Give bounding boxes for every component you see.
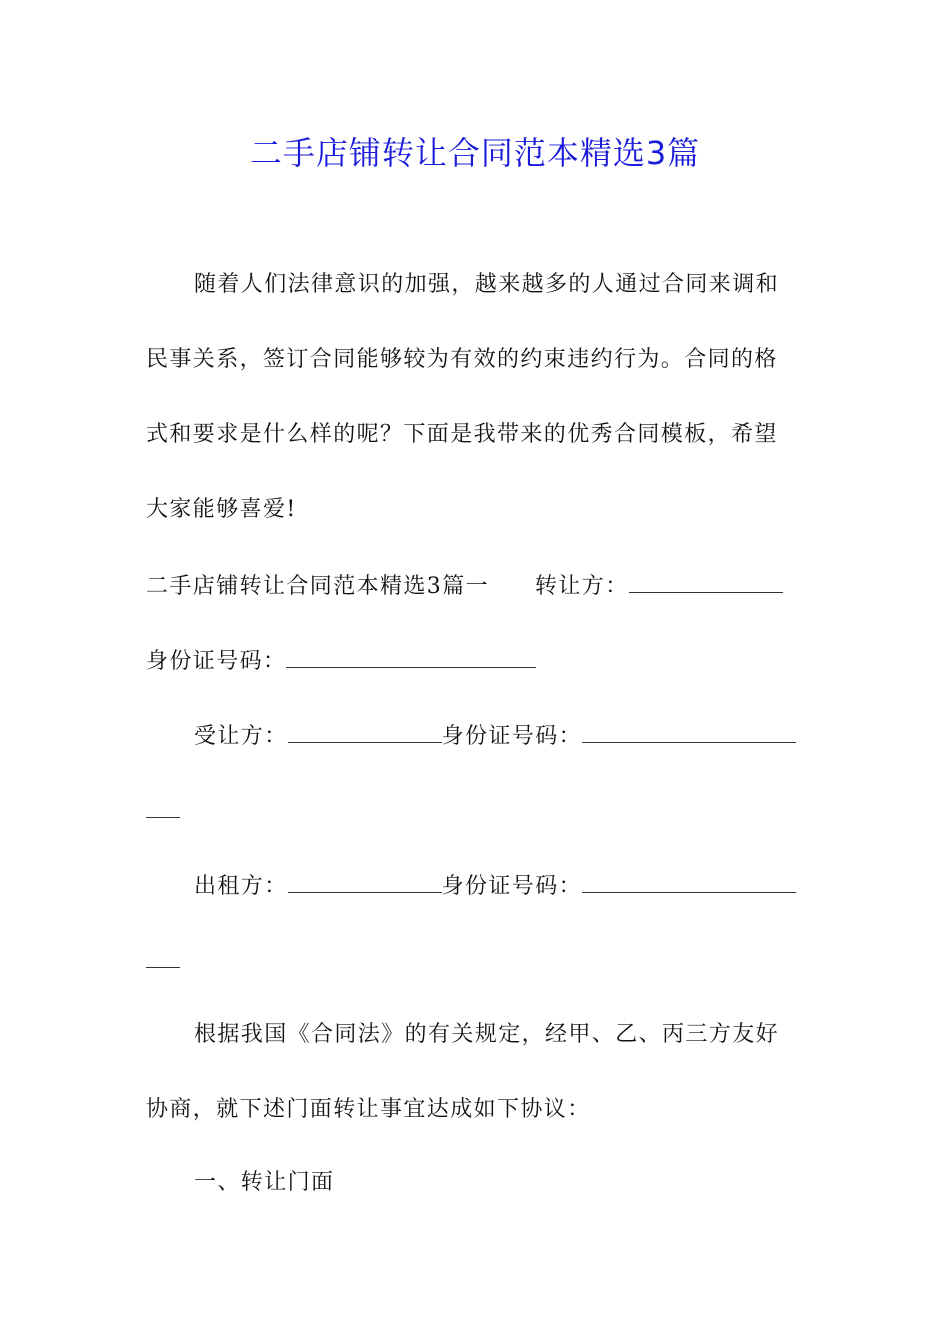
transferee-id-label: 身份证号码： bbox=[441, 724, 583, 749]
transferor-blank bbox=[629, 570, 783, 593]
lessor-id-blank-cont bbox=[146, 945, 180, 968]
transferee-label: 受让方： bbox=[194, 724, 288, 749]
document-title: 二手店铺转让合同范本精选3篇 bbox=[249, 134, 701, 172]
transferor-id-label: 身份证号码： bbox=[146, 649, 287, 674]
intro-line-2: 民事关系，签订合同能够较为有效的约束违约行为。合同的格 bbox=[146, 347, 778, 372]
lessor-label: 出租方： bbox=[194, 874, 288, 899]
section-heading: 二手店铺转让合同范本精选3篇一 bbox=[146, 574, 489, 599]
transferor-id-blank bbox=[286, 645, 536, 668]
transferee-blank bbox=[288, 720, 442, 743]
intro-line-1: 随着人们法律意识的加强，越来越多的人通过合同来调和 bbox=[194, 272, 780, 297]
transferee-id-blank bbox=[582, 720, 796, 743]
intro-line-4: 大家能够喜爱! bbox=[146, 497, 297, 522]
clause-1-heading: 一、转让门面 bbox=[194, 1170, 335, 1195]
transferee-id-blank-cont bbox=[146, 795, 180, 818]
transferee-row bbox=[194, 720, 858, 752]
intro-line-3: 式和要求是什么样的呢？下面是我带来的优秀合同模板，希望 bbox=[146, 422, 778, 447]
transferor-id-row bbox=[146, 645, 810, 677]
basis-line-2: 协商，就下述门面转让事宜达成如下协议： bbox=[146, 1097, 591, 1122]
transferee-id-continuation bbox=[146, 795, 810, 827]
transferor-label: 转让方： bbox=[535, 574, 629, 599]
basis-line-1: 根据我国《合同法》的有关规定，经甲、乙、丙三方友好 bbox=[194, 1022, 780, 1047]
lessor-id-continuation bbox=[146, 945, 810, 977]
lessor-id-label: 身份证号码： bbox=[441, 874, 583, 899]
lessor-id-blank bbox=[582, 870, 796, 893]
section-heading-row bbox=[146, 570, 810, 602]
lessor-blank bbox=[288, 870, 442, 893]
lessor-row bbox=[194, 870, 858, 902]
